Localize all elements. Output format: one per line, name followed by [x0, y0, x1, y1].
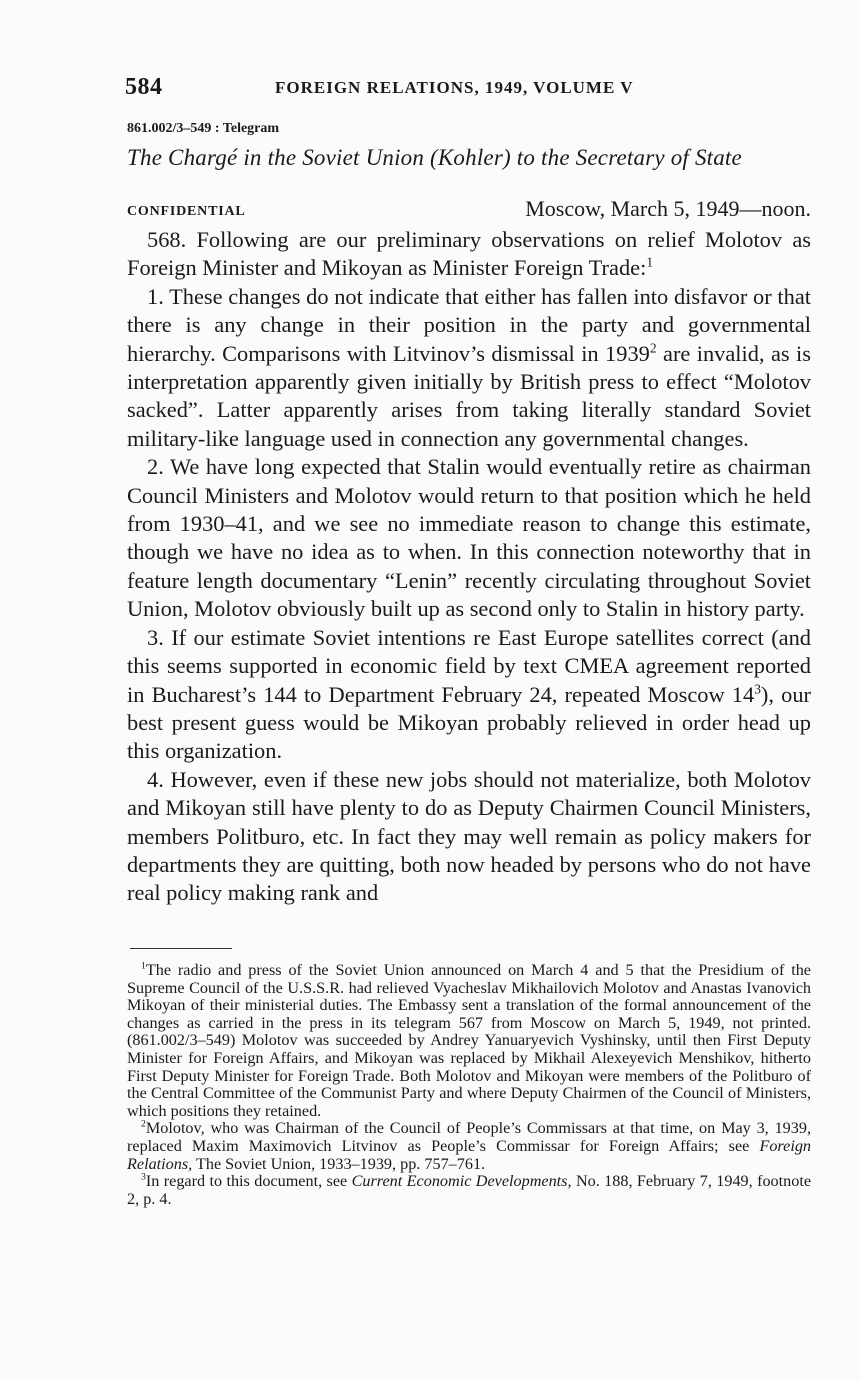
paragraph-4: 4. However, even if these new jobs should not materialize, both Molotov and Mikoyan still have plenty to do as Deputy Chairmen Council Ministers, members Politburo, etc. In fact they may well remain as policy makers for departments they are quitting, both now headed by persons who do not have real policy making rank and — [127, 766, 811, 906]
page-header — [125, 74, 811, 104]
paragraph-2: 2. We have long expected that Stalin would eventually retire as chairman Council Ministers and Molotov would return to that position which he held from 1930–41, and we see no immediate reason to change this estimate, though we have no idea as to when. In this connection noteworthy that in feature length documentary “Lenin” recently circulating throughout Soviet Union, Molotov obviously built up as second only to Stalin in history party. — [127, 454, 811, 622]
paragraph-3: 3. If our estimate Soviet intentions re East Europe satellites correct (and this seems supported in economic field by text CMEA agreement reported in Bucharest’s 144 to Department February 24, repeated Moscow $14^3$), our best present guess would be Mikoyan probably relieved in order head up this organization. — [127, 624, 811, 764]
footnote-2: $^2$Molotov, who was Chairman of the Council of People’s Commissars at that time, on May 3, 1939, replaced Maxim Maximovich Litvinov as People’s Commissar for Foreign Affairs; see Foreign Relations, The Soviet Union, 1933–1939, pp. 757–761. — [127, 1118, 812, 1173]
dateline: Moscow, March 5, 1949—noon. — [525, 196, 811, 221]
telegram-body — [127, 226, 811, 908]
footnote-3: $^3$In regard to this document, see Current Economic Developments, No. 188, February 7, 1949, footnote 2, p. 4. — [127, 1171, 812, 1208]
footnote-ref-1: 1 — [646, 254, 654, 270]
file-reference: 861.002/3–549 : Telegram — [127, 121, 280, 136]
footnotes — [127, 962, 811, 1208]
paragraph-intro: 568. Following are our preliminary observations on relief Molotov as Foreign Minister and Mikoyan as Minister Foreign Trade:$^1$ — [127, 227, 811, 281]
classification-row — [127, 196, 811, 226]
footnote-1: $^1$The radio and press of the Soviet Union announced on March 4 and 5 that the Presidium of the Supreme Council of the U.S.S.R. had relieved Vyacheslav Mikhailovich Molotov and Anastas Ivanovich Mikoyan of their ministerial duties. The Embassy sent a translation of the formal announcement of the changes as carried in the press in its telegram 567 from Moscow on March 5, 1949, not printed. (861.002/3–549) Molotov was succeeded by Andrey Yanuaryevich Vyshinsky, until then First Deputy Minister for Foreign Affairs, and Mikoyan was replaced by Mikhail Alexeyevich Menshikov, hitherto First Deputy Minister for Foreign Trade. Both Molotov and Mikoyan were members of the Politburo of the Central Committee of the Communist Party and where Deputy Chairmen of the Council of Ministers, which positions they retained. — [127, 960, 811, 1120]
document-title: The Chargé in the Soviet Union (Kohler) to the Secretary of State — [127, 145, 742, 170]
running-head: FOREIGN RELATIONS, 1949, VOLUME V — [275, 78, 634, 97]
classification-label: CONFIDENTIAL — [127, 204, 246, 219]
page-number: 584 — [125, 74, 163, 100]
footnote-ref-3: 3 — [754, 681, 761, 697]
footnote-ref-2: 2 — [649, 340, 657, 356]
paragraph-1: 1. These changes do not indicate that either has fallen into disfavor or that there is any change in their position in the party and governmental hierarchy. Comparisons with Litvinov’s dismissal in 1939$^2$ are invalid, as is interpretation apparently given initially by British press to effect “Molotov sacked”. Latter apparently arises from taking literally standard Soviet military-like language used in connection any governmental changes. — [127, 283, 811, 451]
footnote-divider — [130, 948, 232, 949]
